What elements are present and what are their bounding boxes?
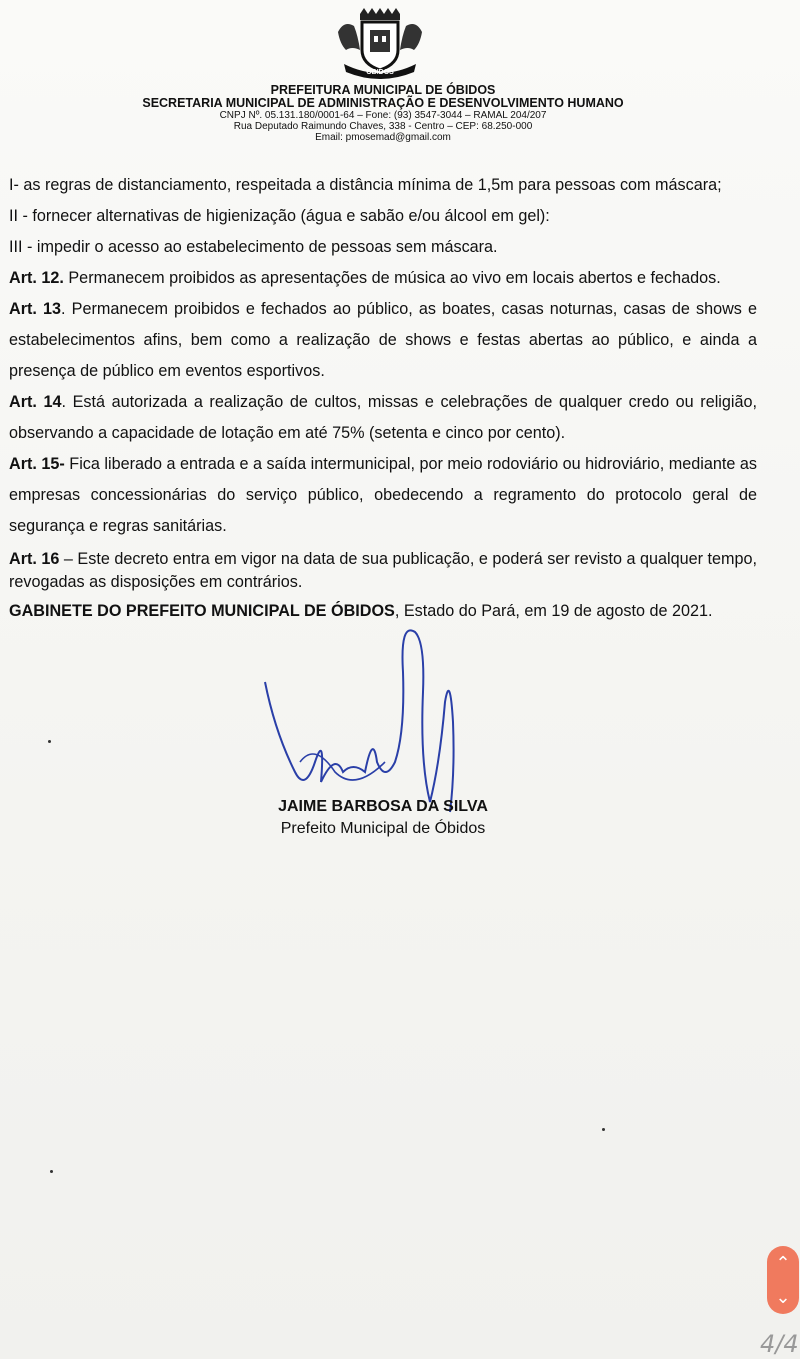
item-i: I- as regras de distanciamento, respeitada a distância mínima de 1,5m para pessoas com máscara; <box>9 176 722 194</box>
article-14 <box>9 387 757 449</box>
item-iii: III - impedir o acesso ao estabelecimento de pessoas sem máscara. <box>9 238 498 256</box>
article-12-label: Art. 12. <box>9 269 64 287</box>
page-indicator: 4/4 <box>760 1330 799 1358</box>
scan-speck <box>602 1128 605 1131</box>
article-13 <box>9 294 757 387</box>
cabinet-text: , Estado do Pará, em 19 de agosto de 2021. <box>394 602 713 620</box>
cabinet-label: GABINETE DO PREFEITO MUNICIPAL DE ÓBIDOS <box>9 602 395 620</box>
item-ii: II - fornecer alternativas de higienização (água e sabão e/ou álcool em gel): <box>9 207 550 225</box>
page-nav-control[interactable] <box>767 1246 799 1314</box>
article-16-text: – Este decreto entra em vigor na data de sua publicação, e poderá ser revisto a qualquer tempo, revogadas as disposições em contrários. <box>9 550 757 591</box>
article-13-label: Art. 13 <box>9 300 62 318</box>
svg-text:ÓBIDOS: ÓBIDOS <box>366 69 394 76</box>
coat-of-arms-icon <box>330 6 430 84</box>
letterhead-contact: CNPJ Nº. 05.131.180/0001-64 – Fone: (93) 3547-3044 – RAMAL 204/207 <box>219 110 547 121</box>
scan-speck <box>48 740 51 743</box>
letterhead-title: PREFEITURA MUNICIPAL DE ÓBIDOS <box>270 83 496 97</box>
article-12-text: Permanecem proibidos as apresentações de música ao vivo em locais abertos e fechados. <box>63 269 721 287</box>
article-13-text: . Permanecem proibidos e fechados ao público, as boates, casas noturnas, casas de shows e estabelecimentos afins, bem como a realização de shows e festas abertas ao público, e ainda a presença de público em eventos esportivos. <box>9 300 757 380</box>
decree-body <box>9 170 757 623</box>
chevron-up-icon[interactable]: ⌃ <box>775 1253 791 1273</box>
letterhead-email: Email: pmosemad@gmail.com <box>315 132 451 143</box>
article-12 <box>9 263 757 294</box>
article-15-text: Fica liberado a entrada e a saída intermunicipal, por meio rodoviário ou hidroviário, mediante as empresas concessionárias do serviço público, obedecendo a regramento do protocolo geral de segurança e regras sanitárias. <box>9 455 757 535</box>
article-15-label: Art. 15- <box>9 455 65 473</box>
chevron-down-icon[interactable]: ⌄ <box>775 1287 791 1307</box>
signatory-name: JAIME BARBOSA DA SILVA <box>278 798 488 815</box>
article-15 <box>9 449 757 542</box>
letterhead <box>0 84 766 143</box>
article-16 <box>9 548 757 594</box>
signature-block <box>0 796 766 840</box>
letterhead-subtitle: SECRETARIA MUNICIPAL DE ADMINISTRAÇÃO E DESENVOLVIMENTO HUMANO <box>142 96 624 110</box>
article-14-text: . Está autorizada a realização de cultos, missas e celebrações de qualquer credo ou religião, observando a capacidade de lotação em até 75% (setenta e cinco por cento). <box>9 393 757 442</box>
letterhead-address: Rua Deputado Raimundo Chaves, 338 - Centro – CEP: 68.250-000 <box>233 121 533 132</box>
signatory-title: Prefeito Municipal de Óbidos <box>280 820 486 837</box>
scan-speck <box>50 1170 53 1173</box>
article-14-label: Art. 14 <box>9 393 62 411</box>
article-16-label: Art. 16 <box>9 550 60 568</box>
